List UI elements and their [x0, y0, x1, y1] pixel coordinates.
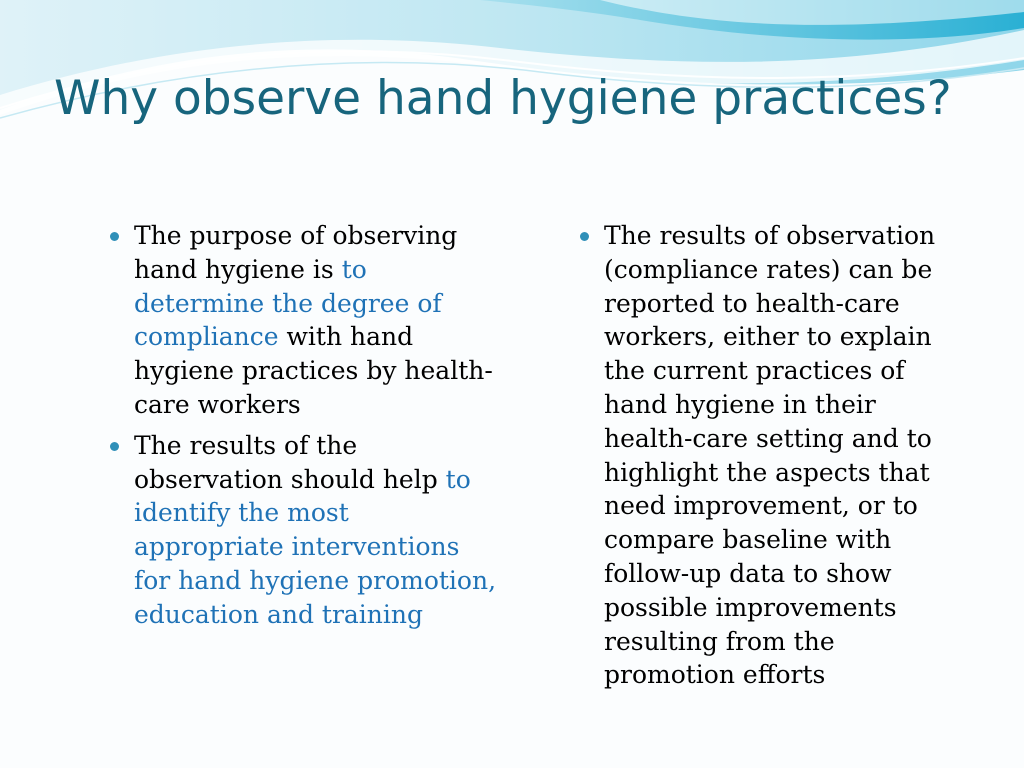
bullet-dot-icon: [110, 442, 119, 451]
left-bullet-list: [106, 219, 498, 632]
bullet-text: with hand hygiene practices by health-care workers: [134, 322, 493, 419]
bullet-text: The purpose of observing hand hygiene is: [134, 221, 458, 284]
highlighted-text: to identify the most appropriate interventions for hand hygiene promotion, education and training: [134, 464, 497, 629]
right-bullet-list: [576, 219, 966, 692]
list-item: [106, 429, 498, 632]
bullet-text: The results of the observation should help: [134, 430, 446, 494]
list-item: [106, 219, 498, 422]
right-column: [576, 219, 966, 699]
left-column: [106, 219, 498, 639]
slide-title: Why observe hand hygiene practices?: [54, 71, 952, 126]
highlighted-text: to determine the degree of compliance: [134, 254, 442, 352]
list-item: [576, 219, 966, 692]
bullet-text: The results of observation (compliance rates) can be reported to health-care workers, either to explain the current practices of hand hygiene in their health-care setting and to highlight the aspects that need improvement, or to compare baseline with follow-up data to show possible improvements resulting from the promotion efforts: [604, 221, 936, 690]
bullet-dot-icon: [580, 232, 589, 241]
bullet-dot-icon: [110, 232, 119, 241]
